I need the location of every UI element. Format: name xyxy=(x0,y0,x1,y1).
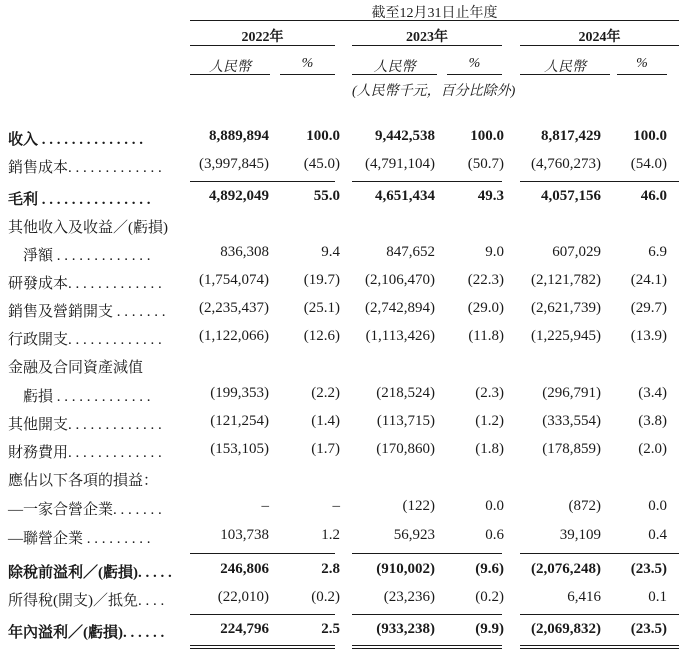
cell-2023-amount: (933,238) xyxy=(376,621,435,637)
table-row-income-tax xyxy=(0,589,679,617)
row-label: 所得稅(開支)／抵免. . . . xyxy=(8,593,165,609)
unit-underline xyxy=(520,74,610,75)
cell-2024-pct: (3.8) xyxy=(638,413,667,429)
cell-2024-pct: (3.4) xyxy=(638,385,667,401)
cell-2022-amount: (199,353) xyxy=(210,385,269,401)
table-row-impairment-loss xyxy=(0,385,679,413)
total-double-rule xyxy=(190,645,335,646)
row-label: 金融及合同資產減值 xyxy=(8,360,144,376)
row-label: 行政開支. . . . . . . . . . . . . xyxy=(8,332,162,348)
row-label: 淨額 . . . . . . . . . . . . . xyxy=(8,248,151,264)
table-row-impairment-heading xyxy=(0,356,679,384)
cell-2022-amount: 8,889,894 xyxy=(209,128,269,144)
cell-2023-amount: 4,651,434 xyxy=(375,188,435,204)
cell-2024-amount: (4,760,273) xyxy=(531,156,601,172)
cell-2023-pct: 49.3 xyxy=(477,188,504,204)
period-header: 截至12月31日止年度 xyxy=(371,6,498,21)
row-label: 應佔以下各項的損益： xyxy=(8,473,159,489)
cell-2023-pct: 9.0 xyxy=(485,244,504,260)
table-row-admin xyxy=(0,328,679,356)
table-row-associates xyxy=(0,527,679,555)
cell-2022-pct: 9.4 xyxy=(321,244,340,260)
cell-2023-pct: 0.0 xyxy=(485,498,504,514)
unit-underline xyxy=(617,74,667,75)
cell-2024-amount: (1,225,945) xyxy=(531,328,601,344)
subtotal-rule xyxy=(352,181,502,182)
table-row-rnd xyxy=(0,272,679,300)
cell-2023-pct: (2.3) xyxy=(475,385,504,401)
subtotal-rule xyxy=(352,614,502,615)
cell-2024-amount: (2,121,782) xyxy=(531,272,601,288)
cell-2023-amount: (1,113,426) xyxy=(365,328,435,344)
row-label: 虧損 . . . . . . . . . . . . . xyxy=(8,389,151,405)
cell-2023-amount: (113,715) xyxy=(376,413,435,429)
cell-2023-pct: (50.7) xyxy=(467,156,504,172)
row-label: 其他收入及收益／(虧損) xyxy=(8,220,168,236)
cell-2023-amount: 56,923 xyxy=(393,527,435,543)
total-double-rule xyxy=(352,645,502,646)
cell-2023-pct: (1.8) xyxy=(475,441,504,457)
cell-2022-amount: 836,308 xyxy=(220,244,269,260)
cell-2022-amount: 4,892,049 xyxy=(209,188,269,204)
cell-2023-pct: 0.6 xyxy=(485,527,504,543)
year-underline-2024 xyxy=(520,45,679,46)
subtotal-rule xyxy=(520,614,679,615)
row-label: 毛利 . . . . . . . . . . . . . . . xyxy=(8,192,151,208)
cell-2024-amount: (872) xyxy=(568,498,601,514)
cell-2022-pct: (1.4) xyxy=(311,413,340,429)
cell-2024-amount: (2,621,739) xyxy=(531,300,601,316)
cell-2024-amount: 6,416 xyxy=(567,589,601,605)
row-label: —一家合營企業. . . . . . . xyxy=(8,502,162,518)
cell-2023-pct: (0.2) xyxy=(475,589,504,605)
cell-2024-amount: 39,109 xyxy=(559,527,601,543)
cell-2024-pct: (24.1) xyxy=(630,272,667,288)
cell-2022-pct: (1.7) xyxy=(311,441,340,457)
table-row-selling-marketing xyxy=(0,300,679,328)
cell-2022-pct: (45.0) xyxy=(303,156,340,172)
year-2022: 2022年 xyxy=(241,30,284,45)
year-underline-2022 xyxy=(190,45,335,46)
cell-2024-pct: (23.5) xyxy=(630,561,667,577)
cell-2022-amount: 224,796 xyxy=(220,621,269,637)
cell-2024-pct: (13.9) xyxy=(630,328,667,344)
subtotal-rule xyxy=(190,614,335,615)
cell-2024-amount: (2,069,832) xyxy=(531,621,601,637)
cell-2024-amount: (333,554) xyxy=(542,413,601,429)
row-label: 財務費用. . . . . . . . . . . . . xyxy=(8,445,162,461)
table-row-finance-costs xyxy=(0,441,679,469)
cell-2024-amount: (296,791) xyxy=(542,385,601,401)
cell-2024-pct: 46.0 xyxy=(640,188,667,204)
cell-2024-pct: (54.0) xyxy=(630,156,667,172)
table-row-revenue xyxy=(0,128,679,156)
cell-2022-amount: 246,806 xyxy=(220,561,269,577)
unit-amount-2024: 人民幣 xyxy=(544,60,586,75)
cell-2023-amount: (23,236) xyxy=(383,589,435,605)
cell-2024-pct: 100.0 xyxy=(633,128,667,144)
cell-2022-amount: 103,738 xyxy=(220,527,269,543)
total-double-rule xyxy=(190,648,335,649)
unit-pct-2024: % xyxy=(636,56,648,71)
cell-2022-pct: (12.6) xyxy=(303,328,340,344)
cell-2024-amount: 607,029 xyxy=(552,244,601,260)
cell-2022-amount: (3,997,845) xyxy=(199,156,269,172)
cell-2023-pct: (9.9) xyxy=(475,621,504,637)
total-double-rule xyxy=(520,648,679,649)
table-row-gross-profit xyxy=(0,188,679,216)
unit-underline xyxy=(280,74,335,75)
cell-2023-pct: (9.6) xyxy=(475,561,504,577)
table-row-other-income-net xyxy=(0,244,679,272)
unit-pct-2023: % xyxy=(468,56,481,71)
total-double-rule xyxy=(520,645,679,646)
cell-2022-amount: (1,754,074) xyxy=(199,272,269,288)
cell-2023-amount: (4,791,104) xyxy=(365,156,435,172)
cell-2022-pct: (2.2) xyxy=(311,385,340,401)
subtotal-rule xyxy=(520,181,679,182)
cell-2024-pct: 0.4 xyxy=(648,527,667,543)
unit-note: (人民幣千元，百分比除外) xyxy=(352,84,516,99)
cell-2023-pct: (22.3) xyxy=(467,272,504,288)
year-underline-2023 xyxy=(352,45,502,46)
unit-underline xyxy=(352,74,437,75)
cell-2023-pct: 100.0 xyxy=(470,128,504,144)
cell-2023-amount: (122) xyxy=(402,498,435,514)
row-label: —聯營企業 . . . . . . . . . xyxy=(8,531,151,547)
cell-2022-pct: 1.2 xyxy=(321,527,340,543)
cell-2022-pct: 2.5 xyxy=(321,621,340,637)
cell-2022-amount: (22,010) xyxy=(217,589,269,605)
subtotal-rule xyxy=(520,553,679,554)
subtotal-rule xyxy=(190,181,335,182)
cell-2023-pct: (1.2) xyxy=(475,413,504,429)
cell-2022-pct: (0.2) xyxy=(311,589,340,605)
cell-2023-amount: 847,652 xyxy=(386,244,435,260)
cell-2022-pct: 100.0 xyxy=(306,128,340,144)
cell-2024-amount: 8,817,429 xyxy=(541,128,601,144)
cell-2024-amount: (178,859) xyxy=(542,441,601,457)
row-label: 收入 . . . . . . . . . . . . . . xyxy=(8,132,144,148)
row-label: 年內溢利／(虧損). . . . . . xyxy=(8,625,165,641)
cell-2022-pct: 2.8 xyxy=(321,561,340,577)
table-row-other-income-heading xyxy=(0,216,679,244)
total-double-rule xyxy=(352,648,502,649)
cell-2023-pct: (29.0) xyxy=(467,300,504,316)
cell-2022-pct: – xyxy=(332,498,340,514)
cell-2023-amount: 9,442,538 xyxy=(375,128,435,144)
table-row-profit-before-tax xyxy=(0,561,679,589)
cell-2024-pct: (2.0) xyxy=(638,441,667,457)
cell-2023-pct: (11.8) xyxy=(468,328,504,344)
cell-2024-pct: (23.5) xyxy=(630,621,667,637)
unit-underline xyxy=(190,74,270,75)
cell-2022-amount: (1,122,066) xyxy=(199,328,269,344)
cell-2022-pct: (19.7) xyxy=(303,272,340,288)
cell-2022-amount: (121,254) xyxy=(210,413,269,429)
unit-underline xyxy=(447,74,502,75)
period-underline xyxy=(190,20,679,21)
cell-2022-pct: (25.1) xyxy=(303,300,340,316)
table-row-other-expenses xyxy=(0,413,679,441)
row-label: 銷售成本. . . . . . . . . . . . . xyxy=(8,160,162,176)
table-row-cost-of-sales xyxy=(0,156,679,184)
unit-amount-2022: 人民幣 xyxy=(209,60,251,75)
year-2024: 2024年 xyxy=(578,30,621,45)
cell-2024-pct: (29.7) xyxy=(630,300,667,316)
cell-2023-amount: (910,002) xyxy=(376,561,435,577)
cell-2023-amount: (2,742,894) xyxy=(365,300,435,316)
cell-2024-pct: 0.1 xyxy=(648,589,667,605)
unit-amount-2023: 人民幣 xyxy=(373,60,416,75)
table-row-joint-venture xyxy=(0,498,679,526)
year-2023: 2023年 xyxy=(406,30,448,45)
row-label: 其他開支. . . . . . . . . . . . . xyxy=(8,417,162,433)
subtotal-rule xyxy=(352,553,502,554)
cell-2022-amount: (153,105) xyxy=(210,441,269,457)
cell-2022-pct: 55.0 xyxy=(313,188,340,204)
cell-2024-pct: 6.9 xyxy=(648,244,667,260)
row-label: 銷售及營銷開支 . . . . . . . xyxy=(8,304,166,320)
cell-2023-amount: (170,860) xyxy=(376,441,435,457)
cell-2022-amount: (2,235,437) xyxy=(199,300,269,316)
row-label: 除稅前溢利／(虧損). . . . . xyxy=(8,565,172,581)
cell-2023-amount: (2,106,470) xyxy=(365,272,435,288)
row-label: 研發成本. . . . . . . . . . . . . xyxy=(8,276,162,292)
unit-pct-2022: % xyxy=(301,56,314,71)
cell-2022-amount: – xyxy=(261,498,269,514)
cell-2024-pct: 0.0 xyxy=(648,498,667,514)
cell-2024-amount: 4,057,156 xyxy=(541,188,601,204)
table-row-share-heading xyxy=(0,469,679,497)
subtotal-rule xyxy=(190,553,335,554)
cell-2023-amount: (218,524) xyxy=(376,385,435,401)
cell-2024-amount: (2,076,248) xyxy=(531,561,601,577)
